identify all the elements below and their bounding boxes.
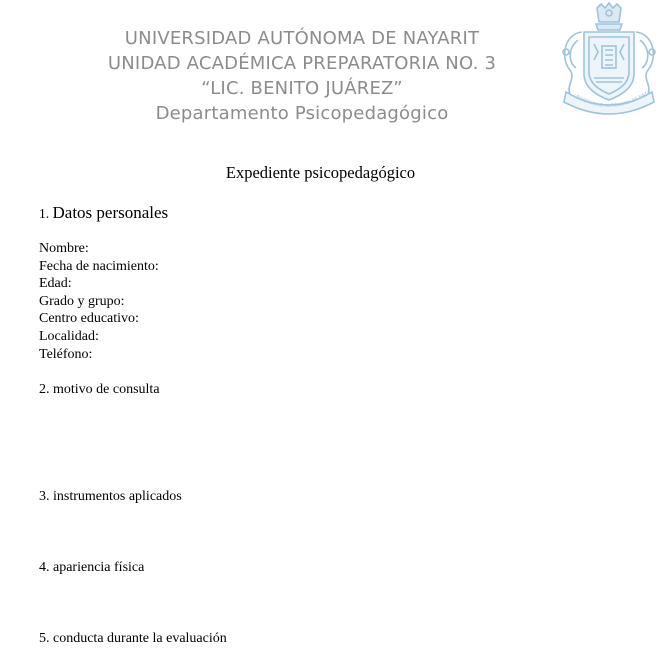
field-birth-date: Fecha de nacimiento: (39, 258, 159, 274)
field-grade-group: Grado y grupo: (39, 293, 125, 309)
field-name: Nombre: (39, 241, 89, 256)
field-age: Edad: (39, 276, 72, 292)
institution-header (0, 26, 604, 126)
university-seal-logo (556, 2, 662, 120)
field-phone: Teléfono: (39, 346, 93, 362)
section-heading-personal-data (39, 203, 168, 223)
section-heading-instruments: 3. instrumentos aplicados (39, 489, 182, 504)
field-locality: Localidad: (39, 328, 99, 344)
section-heading-physical-appearance: 4. apariencia física (39, 560, 145, 575)
department-name: Departamento Psicopedagógico (155, 103, 449, 124)
section-number: 1. (39, 206, 50, 221)
section-heading-consultation-reason: 2. motivo de consulta (39, 382, 160, 397)
document-title: Expediente psicopedagógico (225, 163, 416, 182)
section-heading-conduct: 5. conducta durante la evaluación (39, 631, 227, 646)
personal-data-fields (39, 240, 159, 363)
university-name: UNIVERSIDAD AUTÓNOMA DE NAYARIT (124, 28, 480, 49)
academic-unit: UNIDAD ACADÉMICA PREPARATORIA NO. 3 (107, 53, 497, 74)
seal-motto-text: UNIVERSIDAD AUTÓNOMA DE NAY (572, 91, 649, 110)
field-school: Centro educativo: (39, 311, 139, 327)
section-label: Datos personales (52, 203, 169, 222)
school-name: “LIC. BENITO JUÁREZ” (201, 78, 403, 99)
